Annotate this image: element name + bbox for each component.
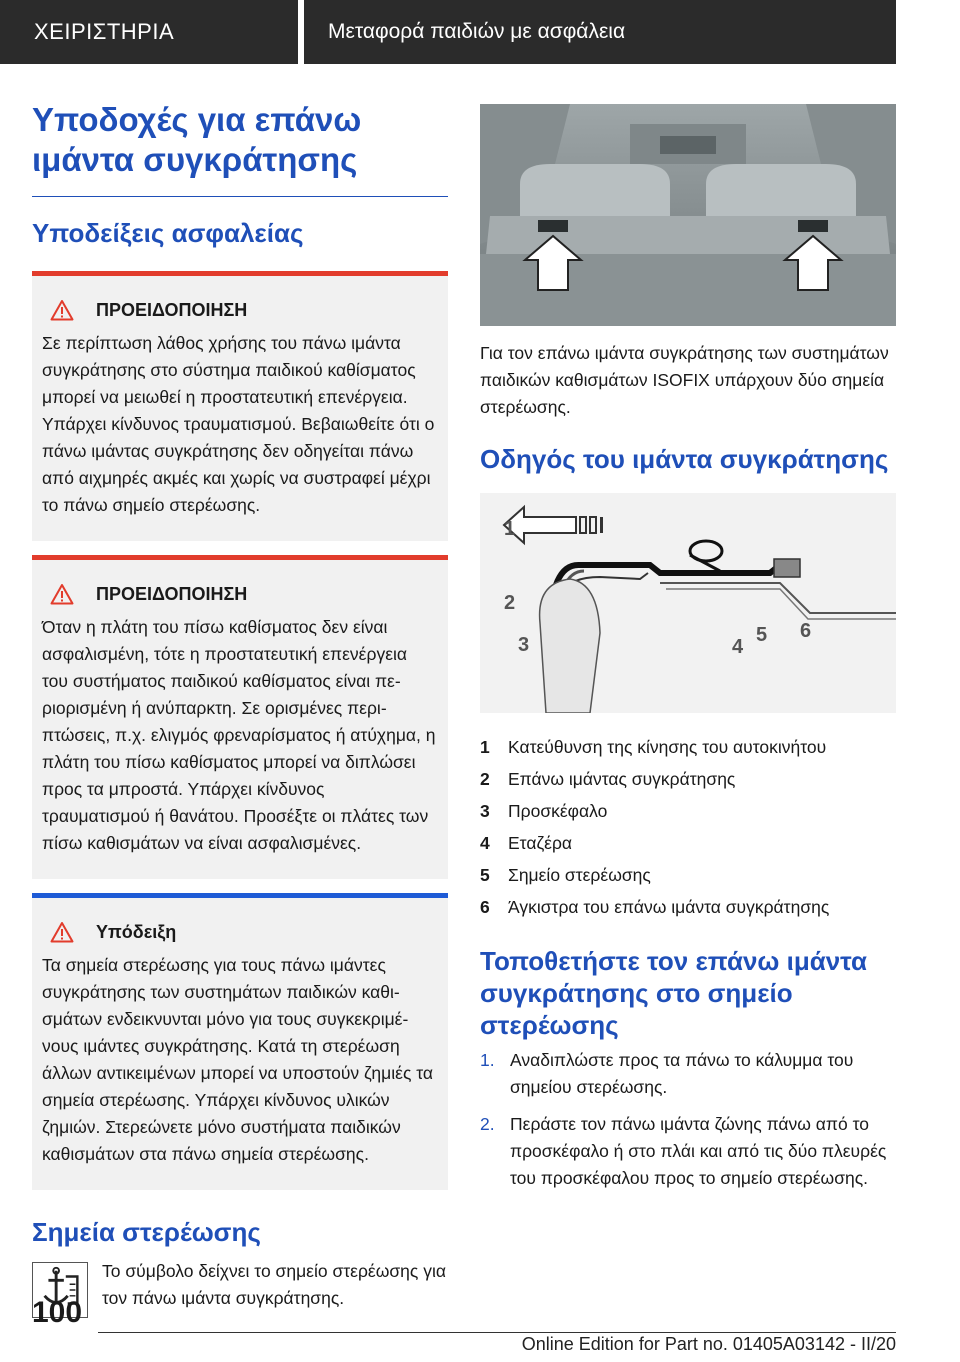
step-item: 1. Αναδιπλώστε προς τα πάνω το κάλυμμα του σημείου στερέωσης. [480,1050,854,1097]
diagram-label-3: 3 [518,634,530,656]
warning-label: ΠΡΟΕΙΔΟΠΟΙΗΣΗ [96,299,248,320]
install-steps [480,1047,896,1192]
legend-item: 2 Επάνω ιμάντας συγκράτησης [480,769,736,789]
rear-seat-photo [480,104,896,326]
anchor-text: Το σύμβολο δείχνει το σημείο στερέωσης για τον πάνω ιμάντα συγκράτησης. [102,1261,446,1308]
warning-triangle-icon [50,583,74,605]
page-title-line2: ιμάντα συγκράτησης [32,141,358,178]
warning-label: ΠΡΟΕΙΔΟΠΟΙΗΣΗ [96,583,248,604]
header-section-tab [0,0,298,64]
diagram-label-6: 6 [800,620,812,642]
title-divider [32,196,448,197]
page-title [32,100,448,180]
page-title-line1: Υποδοχές για επάνω [32,101,362,138]
header-chapter-label: Μεταφορά παιδιών με ασφάλεια [328,20,626,43]
notice-text: Τα σημεία στερέωσης για τους πάνω ιμάντες συγκράτησης των συστημάτων παιδικών καθισμάτων ενδεικνυνται μόνο για τους συγκεκριμένους ιμάντες συγκράτησης. Κατά τη στερέωση άλλων αντικειμένων μπορεί να υποστούν ζημιές τα σημεία στερέωσης. Υπάρχει κίνδυνος υλικών ζημιών. Στερεώνετε μόνο συστήματα παιδικών καθισμάτων στα πάνω σημεία στερέωσης. [42,955,434,1164]
warning-text: Σε περίπτωση λάθος χρήσης του πάνω ιμάντα συγκράτησης στο σύστημα παιδικού καθίσματος μπορεί να μειωθεί η προστατευτική επενέργεια. Υπάρχει κίνδυνος τραυματισμού. Βεβαιωθείτε ότι ο πάνω ιμάντας συγκράτησης δεν οδηγείται πάνω από αιχμηρές ακμές και χωρίς να συστραφεί μέχρι το πάνω σημείο στερέωσης. [42,333,435,515]
left-column [32,100,448,1318]
warning-triangle-icon [50,921,74,943]
legend-item: 1 Κατεύθυνση της κίνησης του αυτοκινήτου [480,737,827,757]
header-section-label: ΧΕΙΡΙΣΤΗΡΙΑ [34,19,175,44]
photo-caption: Για τον επάνω ιμάντα συγκράτησης των συστημάτων παιδικών καθισμάτων ISOFIX υπάρχουν δύο σημεία στερέωσης. [480,343,889,417]
warning-text: Όταν η πλάτη του πίσω καθίσματος δεν είναι ασφαλισμένη, τότε η προστατευτική επενέργεια του συστήματος παιδικού καθίσματος είναι περιορισμένη ή ανύπαρκτη. Σε ορισμένες περιπτώσεις, π.χ. ελιγμός φρεναρίσματος ή ατύχημα, η πλάτη του πίσω καθίσματος μπορεί να διπλώσει προς τα μπροστά. Υπάρχει κίνδυνος τραυματισμού ή θανάτου. Προσέξτε οι πλάτες των πίσω καθισμάτων να είναι ασφαλισμένες. [42,617,436,853]
footer-divider [98,1332,896,1333]
warning-box-1 [32,271,448,541]
legend-item: 5 Σημείο στερέωσης [480,865,651,885]
strap-guide-diagram [480,493,896,713]
install-heading: Τοποθετήστε τον επάνω ιμάντα συγκράτησης στο σημείο στερέωσης [480,946,868,1040]
anchor-symbol-row [32,1258,448,1318]
legend-item: 6 Άγκιστρα του επάνω ιμάντα συγκράτησης [480,897,830,917]
notice-box [32,893,448,1190]
diagram-label-2: 2 [504,592,516,614]
warning-triangle-icon [50,299,74,321]
diagram-label-5: 5 [756,624,768,646]
step-item: 2. Περάστε τον πάνω ιμάντα ζώνης πάνω από το προσκέφαλο ή στο πλάι και από τις δύο πλευρές του προσκέφαλου προς το σημείο στερέωσης. [480,1114,887,1188]
header-chapter-tab [304,0,896,64]
notice-label: Υπόδειξη [96,921,177,942]
safety-heading: Υποδείξεις ασφαλείας [32,218,304,248]
legend-item: 3 Προσκέφαλο [480,801,608,821]
warning-header [50,580,436,608]
diagram-label-4: 4 [732,636,744,658]
notice-header [50,918,436,946]
warning-box-2 [32,555,448,879]
anchor-heading: Σημεία στερέωσης [32,1217,261,1247]
guide-heading: Οδηγός του ιμάντα συγκράτησης [480,444,889,474]
legend-item: 4 Εταζέρα [480,833,573,853]
diagram-legend [480,731,896,923]
diagram-label-1: 1 [504,518,516,540]
right-column [480,104,896,1202]
footer-edition: Online Edition for Part no. 01405A03142 - II/20 [521,1334,896,1354]
page-number: 100 [32,1296,83,1329]
warning-header [50,296,436,324]
